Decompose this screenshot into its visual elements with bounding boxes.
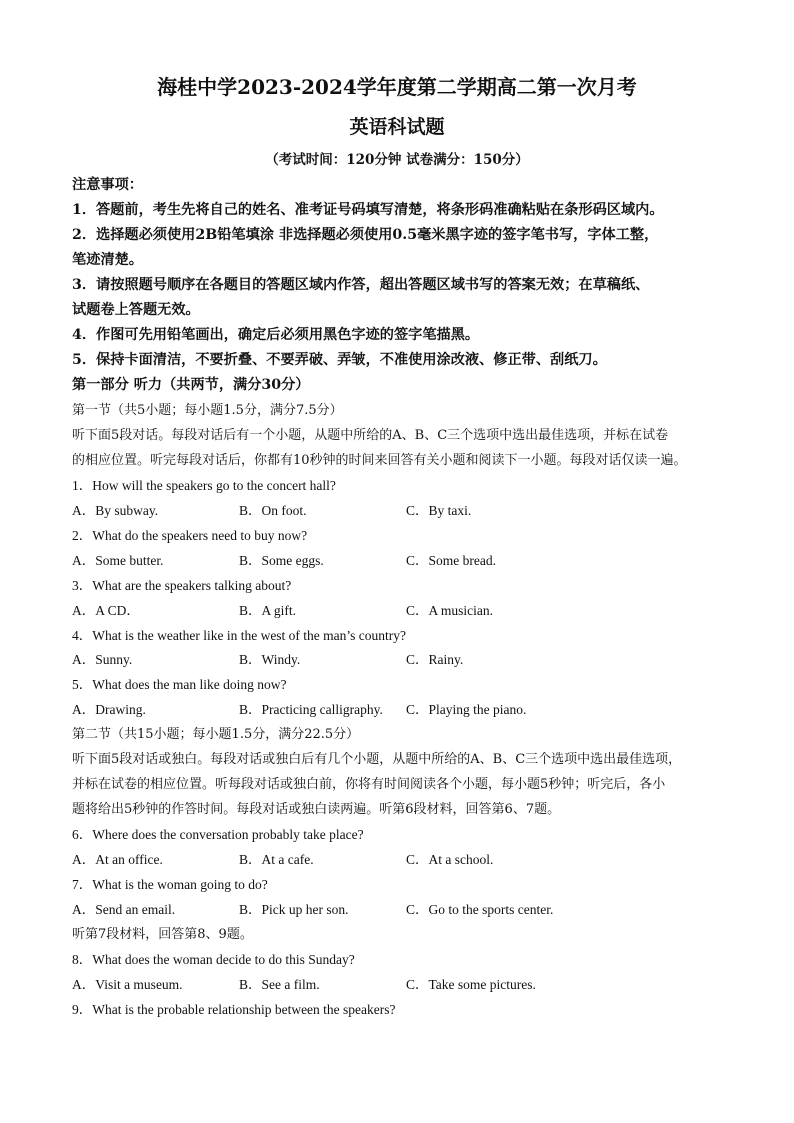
option-c: C．Go to the sports center. [406,902,554,917]
option-b: B．A gift. [239,603,297,618]
note-line: 试题卷上答题无效。 [72,302,200,318]
option-c: C．Take some pictures. [406,977,536,992]
question-stem: 4．What is the weather like in the west of the man’s country? [72,628,407,643]
question-stem: 8．What does the woman decide to do this Sunday? [72,952,355,967]
option-c: C．Playing the piano. [406,702,527,717]
option-c: C．Some bread. [406,553,496,568]
option-b: B．Practicing calligraphy. [239,702,383,717]
note-line: 5．保持卡面清洁，不要折叠、不要弄破、弄皱，不准使用涂改液、修正带、刮纸刀。 [72,352,607,368]
exam-subtitle: 英语科试题 [349,116,445,138]
option-b: B．At a cafe. [239,852,314,867]
note-line: 1．答题前，考生先将自己的姓名、准考证号码填写清楚，将条形码准确粘贴在条形码区域内。 [72,202,664,218]
note-line: 4．作图可先用铅笔画出，确定后必须用黑色字迹的签字笔描黑。 [72,327,480,343]
note-line: 3．请按照题号顺序在各题目的答题区域内作答，超出答题区域书写的答案无效；在草稿纸、 [72,277,650,293]
option-c: C．A musician. [406,603,493,618]
exam-info: （考试时间：120分钟 试卷满分：150分） [265,152,529,168]
question-stem: 6．Where does the conversation probably take place? [72,827,364,842]
option-a: A．Some butter. [72,553,164,568]
note-line: 笔迹清楚。 [72,252,143,268]
exam-title: 海桂中学2023-2024学年度第二学期高二第一次月考 [157,75,637,99]
option-a: A．Sunny. [72,652,133,667]
question-stem: 1．How will the speakers go to the concert hall? [72,478,336,493]
option-c: C．At a school. [406,852,494,867]
option-b: B．Some eggs. [239,553,324,568]
question-options [72,499,752,519]
section2-instructions: 题将给出5秒钟的作答时间。每段对话或独白读两遍。听第6段材料，回答第6、7题。 [72,802,561,817]
question-options [72,848,752,868]
note-line: 2．选择题必须使用2B铅笔填涂 非选择题必须使用0.5毫米黑字迹的签字笔书写，字体工整， [72,227,659,243]
section1-instructions: 听下面5段对话。每段对话后有一个小题，从题中所给的A、B、C三个选项中选出最佳选项，并标在试卷 [72,428,669,443]
option-a: A．Visit a museum. [72,977,183,992]
question-stem: 7．What is the woman going to do? [72,877,268,892]
question-options [72,648,752,668]
option-a: A．Send an email. [72,902,176,917]
option-b: B．On foot. [239,503,307,518]
section2-instructions: 并标在试卷的相应位置。听每段对话或独白前，你将有时间阅读各个小题，每小题5秒钟；听完后，各小 [72,777,666,792]
section2-heading: 第二节（共15小题；每小题1.5分，满分22.5分） [72,727,360,742]
section1-heading: 第一节（共5小题；每小题1.5分，满分7.5分） [72,403,343,418]
part1-heading: 第一部分 听力（共两节，满分30分） [72,377,310,393]
question-options [72,549,752,569]
question-options [72,698,752,718]
question-options [72,898,752,918]
option-a: A．By subway. [72,503,159,518]
option-c: C．By taxi. [406,503,472,518]
option-a: A．Drawing. [72,702,146,717]
question-stem: 3．What are the speakers talking about? [72,578,292,593]
option-b: B．See a film. [239,977,320,992]
section2-material-note: 听第7段材料，回答第8、9题。 [72,927,253,942]
option-b: B．Pick up her son. [239,902,349,917]
question-options [72,973,752,993]
option-a: A．A CD． [72,603,140,618]
option-b: B．Windy. [239,652,301,667]
option-c: C．Rainy. [406,652,464,667]
question-stem: 5．What does the man like doing now? [72,677,287,692]
question-stem: 2．What do the speakers need to buy now? [72,528,308,543]
section1-instructions: 的相应位置。听完每段对话后，你都有10秒钟的时间来回答有关小题和阅读下一小题。每段对话仅读一遍。 [72,453,687,468]
notes-heading: 注意事项： [72,177,143,193]
question-options [72,599,752,619]
option-a: A．At an office. [72,852,163,867]
question-stem: 9．What is the probable relationship between the speakers? [72,1002,396,1017]
section2-instructions: 听下面5段对话或独白。每段对话或独白后有几个小题，从题中所给的A、B、C三个选项中选出最佳选项， [72,752,682,767]
